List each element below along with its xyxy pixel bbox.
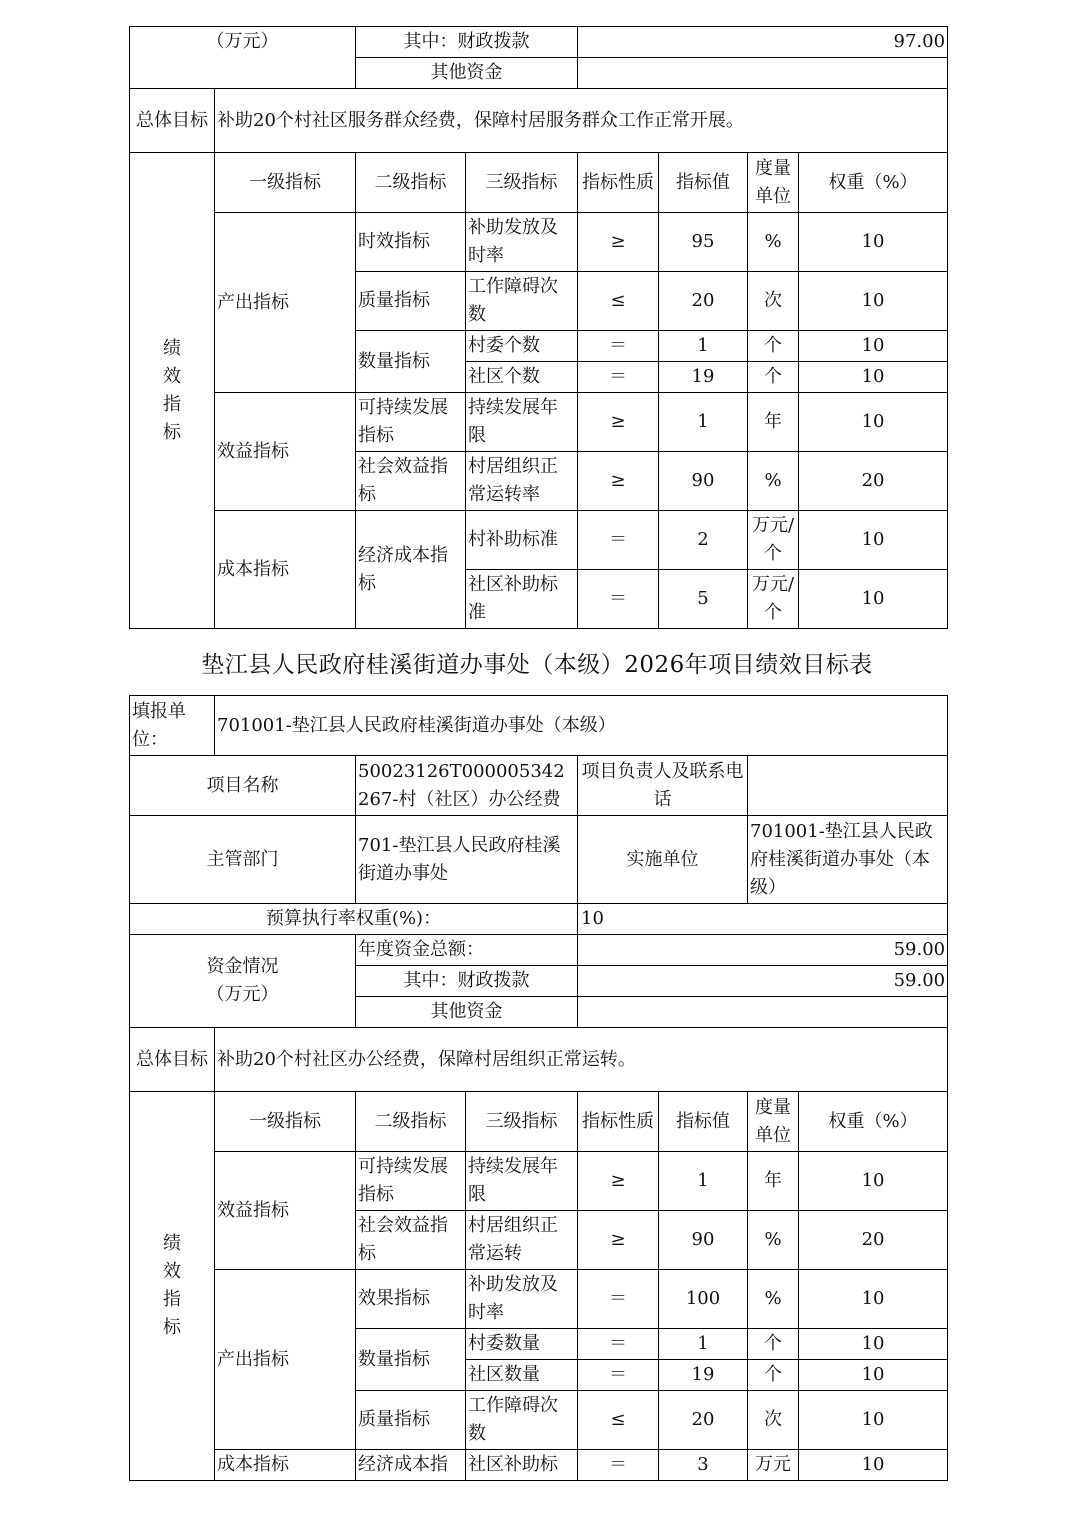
goal-text: 补助20个村社区办公经费，保障村居组织正常运转。 — [215, 1028, 948, 1092]
goal-text: 补助20个村社区服务群众经费，保障村居服务群众工作正常开展。 — [215, 89, 948, 153]
column-header: 指标性质 — [578, 153, 659, 213]
fiscal-value: 97.00 — [578, 27, 948, 58]
level3-indicator: 社区个数 — [466, 362, 578, 393]
total-funds-label: 年度资金总额： — [356, 935, 578, 966]
column-header: 度量单位 — [748, 1092, 799, 1152]
indicator-value: 95 — [659, 213, 748, 272]
other-funds-value — [578, 58, 948, 89]
level1-indicator: 产出指标 — [215, 1270, 356, 1450]
indicator-unit: % — [748, 1270, 799, 1329]
fiscal-label: 其中：财政拨款 — [356, 966, 578, 997]
goal-label: 总体目标 — [130, 1028, 215, 1092]
level2-indicator: 社会效益指标 — [356, 452, 466, 511]
performance-indicators-label: 绩效指标 — [130, 1092, 215, 1481]
indicator-unit: 个 — [748, 362, 799, 393]
level3-indicator: 村居组织正常运转率 — [466, 452, 578, 511]
level2-indicator: 效果指标 — [356, 1270, 466, 1329]
indicator-unit: % — [748, 213, 799, 272]
level2-indicator: 数量指标 — [356, 1329, 466, 1391]
total-funds-value: 59.00 — [578, 935, 948, 966]
page-title: 垫江县人民政府桂溪街道办事处（本级）2026年项目绩效目标表 — [201, 652, 873, 678]
indicator-value: 3 — [659, 1450, 748, 1481]
indicator-unit: 年 — [748, 393, 799, 452]
indicator-value: 20 — [659, 272, 748, 331]
other-funds-label: 其他资金 — [356, 997, 578, 1028]
level3-indicator: 社区数量 — [466, 1360, 578, 1391]
indicator-value: 1 — [659, 1329, 748, 1360]
column-header: 度量单位 — [748, 153, 799, 213]
other-funds-label: 其他资金 — [356, 58, 578, 89]
budget-rate-label: 预算执行率权重(%)： — [130, 904, 578, 935]
indicator-nature: ≤ — [578, 1391, 659, 1450]
fiscal-label: 其中：财政拨款 — [356, 27, 578, 58]
contact-label: 项目负责人及联系电话 — [578, 756, 748, 816]
goal-label: 总体目标 — [130, 89, 215, 153]
level1-indicator: 产出指标 — [215, 213, 356, 393]
indicator-weight: 10 — [799, 511, 948, 570]
indicator-value: 100 — [659, 1270, 748, 1329]
column-header: 权重（%） — [799, 153, 948, 213]
column-header: 指标值 — [659, 1092, 748, 1152]
indicator-weight: 10 — [799, 570, 948, 629]
indicator-nature: ＝ — [578, 1270, 659, 1329]
indicator-unit: 年 — [748, 1152, 799, 1211]
level3-indicator: 社区补助标 — [466, 1450, 578, 1481]
indicator-weight: 10 — [799, 272, 948, 331]
performance-table-1 — [129, 26, 948, 629]
indicator-nature: ≥ — [578, 393, 659, 452]
indicator-weight: 10 — [799, 362, 948, 393]
indicator-nature: ＝ — [578, 570, 659, 629]
level1-indicator: 效益指标 — [215, 1152, 356, 1270]
level1-indicator: 成本指标 — [215, 1450, 356, 1481]
indicator-unit: 个 — [748, 1329, 799, 1360]
indicator-nature: ＝ — [578, 1329, 659, 1360]
indicator-value: 19 — [659, 362, 748, 393]
level3-indicator: 补助发放及时率 — [466, 1270, 578, 1329]
level3-indicator: 工作障碍次数 — [466, 1391, 578, 1450]
level2-indicator: 可持续发展指标 — [356, 393, 466, 452]
funds-label: 资金情况（万元） — [130, 935, 356, 1028]
indicator-value: 5 — [659, 570, 748, 629]
level3-indicator: 村委个数 — [466, 331, 578, 362]
indicator-unit: 万元/个 — [748, 511, 799, 570]
level2-indicator: 社会效益指标 — [356, 1211, 466, 1270]
level2-indicator: 数量指标 — [356, 331, 466, 393]
indicator-unit: % — [748, 452, 799, 511]
column-header: 一级指标 — [215, 153, 356, 213]
indicator-value: 20 — [659, 1391, 748, 1450]
indicator-unit: 次 — [748, 272, 799, 331]
indicator-nature: ≥ — [578, 1152, 659, 1211]
level2-indicator: 可持续发展指标 — [356, 1152, 466, 1211]
level2-indicator: 质量指标 — [356, 1391, 466, 1450]
indicator-row — [130, 511, 948, 570]
indicator-weight: 10 — [799, 213, 948, 272]
indicator-unit: 个 — [748, 331, 799, 362]
indicator-row — [130, 1270, 948, 1329]
level3-indicator: 村补助标准 — [466, 511, 578, 570]
indicator-row — [130, 393, 948, 452]
performance-indicators-label: 绩效指标 — [130, 153, 215, 629]
level3-indicator: 补助发放及时率 — [466, 213, 578, 272]
indicator-weight: 10 — [799, 1360, 948, 1391]
column-header: 二级指标 — [356, 153, 466, 213]
column-header: 指标性质 — [578, 1092, 659, 1152]
dept-label: 主管部门 — [130, 816, 356, 904]
indicator-value: 90 — [659, 1211, 748, 1270]
indicator-row — [130, 1152, 948, 1211]
indicator-value: 1 — [659, 1152, 748, 1211]
other-funds-value — [578, 997, 948, 1028]
level1-indicator: 效益指标 — [215, 393, 356, 511]
indicator-value: 90 — [659, 452, 748, 511]
level2-indicator: 时效指标 — [356, 213, 466, 272]
unit-label: 填报单位： — [130, 696, 215, 756]
indicator-nature: ＝ — [578, 511, 659, 570]
level1-indicator: 成本指标 — [215, 511, 356, 629]
fiscal-value: 59.00 — [578, 966, 948, 997]
indicator-nature: ≥ — [578, 1211, 659, 1270]
indicator-weight: 10 — [799, 1270, 948, 1329]
impl-label: 实施单位 — [578, 816, 748, 904]
column-header: 三级指标 — [466, 153, 578, 213]
budget-rate-value: 10 — [578, 904, 948, 935]
indicator-row — [130, 1450, 948, 1481]
performance-table-2 — [129, 695, 948, 1481]
level3-indicator: 持续发展年限 — [466, 1152, 578, 1211]
indicator-weight: 10 — [799, 393, 948, 452]
dept-value: 701-垫江县人民政府桂溪街道办事处 — [356, 816, 578, 904]
indicator-value: 2 — [659, 511, 748, 570]
level3-indicator: 持续发展年限 — [466, 393, 578, 452]
indicator-nature: ≥ — [578, 213, 659, 272]
indicator-weight: 10 — [799, 1152, 948, 1211]
column-header: 三级指标 — [466, 1092, 578, 1152]
indicator-weight: 10 — [799, 331, 948, 362]
indicator-unit: % — [748, 1211, 799, 1270]
level2-indicator: 经济成本指 — [356, 1450, 466, 1481]
column-header: 二级指标 — [356, 1092, 466, 1152]
level3-indicator: 村居组织正常运转 — [466, 1211, 578, 1270]
column-header: 一级指标 — [215, 1092, 356, 1152]
indicator-unit: 个 — [748, 1360, 799, 1391]
indicator-nature: ＝ — [578, 1450, 659, 1481]
indicator-unit: 万元 — [748, 1450, 799, 1481]
indicator-value: 19 — [659, 1360, 748, 1391]
level3-indicator: 工作障碍次数 — [466, 272, 578, 331]
level2-indicator: 质量指标 — [356, 272, 466, 331]
indicator-nature: ＝ — [578, 362, 659, 393]
indicator-nature: ＝ — [578, 331, 659, 362]
level3-indicator: 村委数量 — [466, 1329, 578, 1360]
indicator-nature: ≤ — [578, 272, 659, 331]
level3-indicator: 社区补助标准 — [466, 570, 578, 629]
indicator-weight: 10 — [799, 1450, 948, 1481]
indicator-weight: 10 — [799, 1329, 948, 1360]
indicator-nature: ≥ — [578, 452, 659, 511]
funds-label: （万元） — [130, 27, 356, 89]
indicator-unit: 万元/个 — [748, 570, 799, 629]
project-name-value: 50023126T000005342267-村（社区）办公经费 — [356, 756, 578, 816]
project-name-label: 项目名称 — [130, 756, 356, 816]
indicator-value: 1 — [659, 393, 748, 452]
indicator-unit: 次 — [748, 1391, 799, 1450]
column-header: 权重（%） — [799, 1092, 948, 1152]
column-header: 指标值 — [659, 153, 748, 213]
level2-indicator: 经济成本指标 — [356, 511, 466, 629]
unit-value: 701001-垫江县人民政府桂溪街道办事处（本级） — [215, 696, 948, 756]
indicator-nature: ＝ — [578, 1360, 659, 1391]
indicator-weight: 20 — [799, 452, 948, 511]
indicator-weight: 20 — [799, 1211, 948, 1270]
contact-value — [748, 756, 948, 816]
indicator-value: 1 — [659, 331, 748, 362]
impl-value: 701001-垫江县人民政府桂溪街道办事处（本级） — [748, 816, 948, 904]
indicator-row — [130, 213, 948, 272]
indicator-weight: 10 — [799, 1391, 948, 1450]
